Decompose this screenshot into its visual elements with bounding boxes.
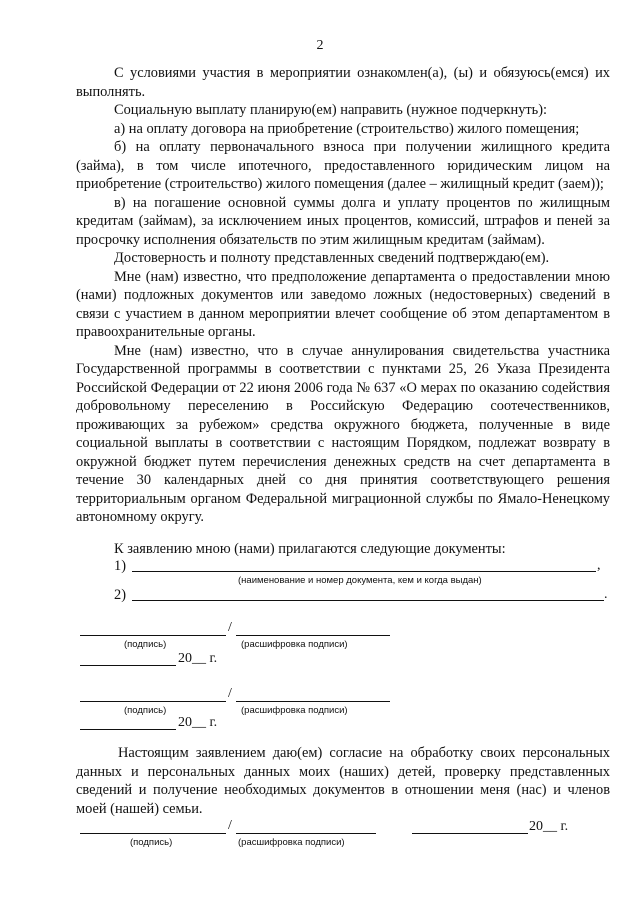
consent-signature-caption: (подпись) (130, 837, 173, 848)
consent-text: Настоящим заявлением даю(ем) согласие на обработку своих персональных данных и персональных данных моих (наших) детей, проверку представленных сведений и получение необходимых документов в отношении меня (нас) и членов моей (нашей) семьи. (76, 745, 610, 817)
consent-decode-field[interactable] (236, 833, 376, 834)
document-item-caption: (наименование и номер документа, кем и когда выдан) (238, 575, 482, 586)
signature-2-field[interactable] (80, 701, 226, 702)
consent-signature-field[interactable] (80, 833, 226, 834)
document-item-2-field[interactable] (132, 600, 604, 601)
paragraph-false-documents-warning: Мне (нам) известно, что предположение департамента о предоставлении мною (нами) подложных документов или заведомо ложных (недостоверных) сведений в связи с участием в данном мероприятии влечет сообщение об этом департаментом в правоохранительные органы. (76, 268, 610, 340)
signature-1-field[interactable] (80, 635, 226, 636)
signature-2-decode-field[interactable] (236, 701, 390, 702)
paragraph-refund-obligation: Мне (нам) известно, что в случае аннулирования свидетельства участника Государственной программы в соответствии с пунктами 25, 26 Указа Президента Российской Федерации от 22 июня 2006 года № 637 «О мерах по оказанию содействия добровольному переселению в Российскую Федерацию соотечественников, проживающих за рубежом» средства окружного бюджета, полученные в виде социальной выплаты в соответствии с настоящим Порядком, подлежат возврату в окружной бюджет путем перечисления денежных средств на счет департамента в течение 30 календарных дней со дня принятия соответствующего решения территориальным органом Федеральной миграционной службы по Ямало-Ненецкому автономному округу. (76, 342, 610, 525)
consent-date-field[interactable] (412, 833, 528, 834)
consent-year: 20__ г. (529, 819, 569, 834)
signature-2-slash: / (228, 686, 232, 701)
signature-1-decode-field[interactable] (236, 635, 390, 636)
signature-1-date-field[interactable] (80, 665, 176, 666)
signature-1-caption: (подпись) (124, 639, 167, 650)
document-item-1-field[interactable] (132, 571, 596, 572)
document-item-1-number: 1) (114, 558, 126, 574)
page-number: 2 (316, 38, 324, 53)
attached-documents-heading: К заявлению мною (нами) прилагаются следующие документы: (114, 541, 506, 557)
signature-1-decode-caption: (расшифровка подписи) (241, 639, 348, 650)
signature-2-year: 20__ г. (178, 715, 218, 730)
signature-2-date-field[interactable] (80, 729, 176, 730)
document-item-2-period: . (604, 587, 608, 602)
personal-data-consent (76, 744, 610, 818)
document-item-1-comma: , (597, 558, 601, 573)
consent-signature-slash: / (228, 818, 232, 833)
paragraph-accuracy-confirmation: Достоверность и полноту представленных сведений подтверждаю(ем). (114, 250, 550, 266)
application-body (76, 64, 610, 527)
signature-1-slash: / (228, 620, 232, 635)
signature-2-caption: (подпись) (124, 705, 167, 716)
option-a-purchase-contract: а) на оплату договора на приобретение (строительство) жилого помещения; (114, 120, 580, 137)
signature-2-decode-caption: (расшифровка подписи) (241, 705, 348, 716)
option-b-initial-payment: б) на оплату первоначального взноса при получении жилищного кредита (займа), в том числе ипотечного, предоставленного юридическим лицом на приобретение (строительство) жилого помещения (далее – жилищный кредит (заем)); (76, 139, 610, 192)
consent-decode-caption: (расшифровка подписи) (238, 837, 345, 848)
option-c-loan-repayment: в) на погашение основной суммы долга и уплату процентов по жилищным кредитам (займам), за исключением иных процентов, комиссий, штрафов и пеней за просрочку исполнения обязательств по этим жилищным кредитам (займам). (76, 194, 610, 248)
signature-1-year: 20__ г. (178, 651, 218, 666)
document-item-2-number: 2) (114, 587, 126, 603)
paragraph-terms-acknowledgement: С условиями участия в мероприятии ознакомлен(а), (ы) и обязуюсь(емся) их выполнять. (76, 65, 610, 100)
paragraph-payment-purpose: Социальную выплату планирую(ем) направить (нужное подчеркнуть): (114, 102, 548, 118)
